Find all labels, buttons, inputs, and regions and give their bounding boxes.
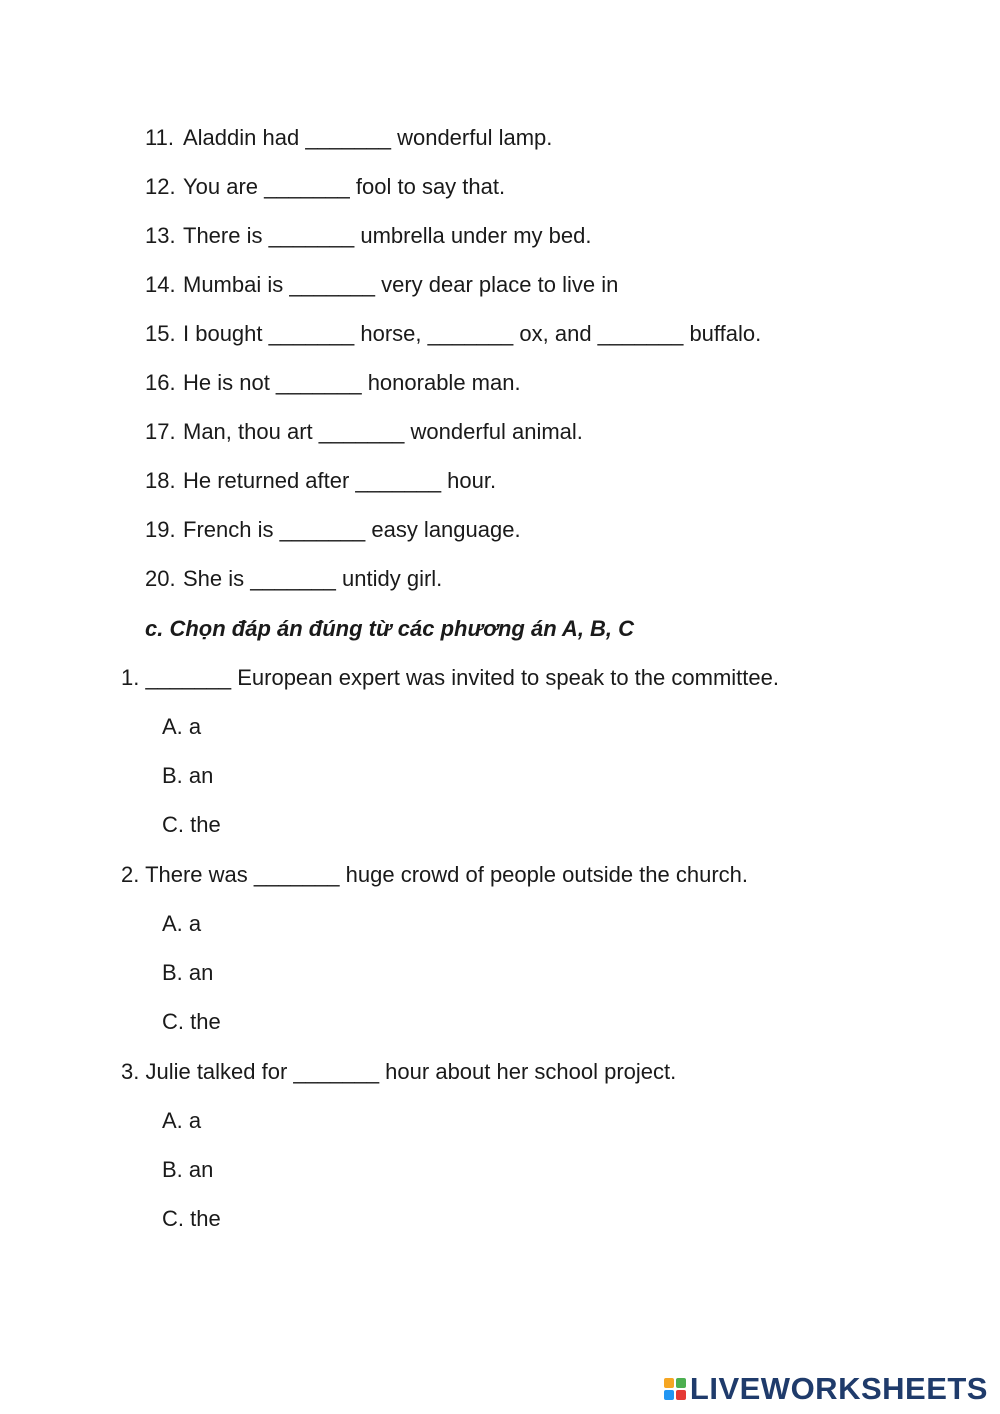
fill-in-item [145, 272, 618, 298]
answer-option-b[interactable]: B. an [162, 960, 214, 985]
fill-in-item [145, 125, 552, 151]
answer-option-c[interactable]: C. the [162, 1009, 221, 1034]
answer-option-c[interactable]: C. the [162, 1206, 221, 1231]
item-number: 14. [145, 272, 176, 297]
item-text: Aladdin had _______ wonderful lamp. [183, 125, 553, 150]
item-number: 19. [145, 517, 176, 542]
fill-in-item [145, 370, 521, 396]
item-number: 12. [145, 174, 176, 199]
item-number: 18. [145, 468, 176, 493]
fill-in-item [145, 566, 442, 592]
item-text: Mumbai is _______ very dear place to live in [183, 272, 619, 297]
fill-in-item [145, 174, 505, 200]
item-text: I bought _______ horse, _______ ox, and _______ buffalo. [183, 321, 762, 346]
item-text: French is _______ easy language. [183, 517, 521, 542]
liveworksheets-brand[interactable] [664, 1372, 988, 1406]
logo-square [676, 1390, 686, 1400]
answer-option-c[interactable]: C. the [162, 812, 221, 837]
answer-option-b[interactable]: B. an [162, 1157, 214, 1182]
liveworksheets-logo-icon [664, 1378, 686, 1400]
item-number: 15. [145, 321, 176, 346]
item-text: There is _______ umbrella under my bed. [183, 223, 592, 248]
item-number: 20. [145, 566, 176, 591]
fill-in-item [145, 468, 496, 494]
item-number: 11. [145, 125, 174, 150]
answer-option-b[interactable]: B. an [162, 763, 214, 788]
item-number: 13. [145, 223, 176, 248]
question-text: 3. Julie talked for _______ hour about her school project. [121, 1059, 677, 1084]
brand-name: LIVEWORKSHEETS [689, 1371, 988, 1406]
fill-in-item [145, 223, 591, 249]
logo-square [676, 1378, 686, 1388]
answer-option-a[interactable]: A. a [162, 714, 202, 739]
item-text: He returned after _______ hour. [183, 468, 497, 493]
fill-in-item [145, 517, 521, 543]
answer-option-a[interactable]: A. a [162, 1108, 202, 1133]
logo-square [664, 1390, 674, 1400]
item-number: 16. [145, 370, 176, 395]
item-text: Man, thou art _______ wonderful animal. [183, 419, 583, 444]
item-text: She is _______ untidy girl. [183, 566, 443, 591]
question-text: 2. There was _______ huge crowd of people outside the church. [121, 862, 749, 887]
answer-option-a[interactable]: A. a [162, 911, 202, 936]
fill-in-item [145, 321, 761, 347]
logo-square [664, 1378, 674, 1388]
item-text: You are _______ fool to say that. [183, 174, 506, 199]
item-number: 17. [145, 419, 176, 444]
fill-in-item [145, 419, 583, 445]
section-heading: c. Chọn đáp án đúng từ các phương án A, B, C [145, 616, 635, 641]
question-text: 1. _______ European expert was invited to speak to the committee. [121, 665, 779, 690]
item-text: He is not _______ honorable man. [183, 370, 521, 395]
